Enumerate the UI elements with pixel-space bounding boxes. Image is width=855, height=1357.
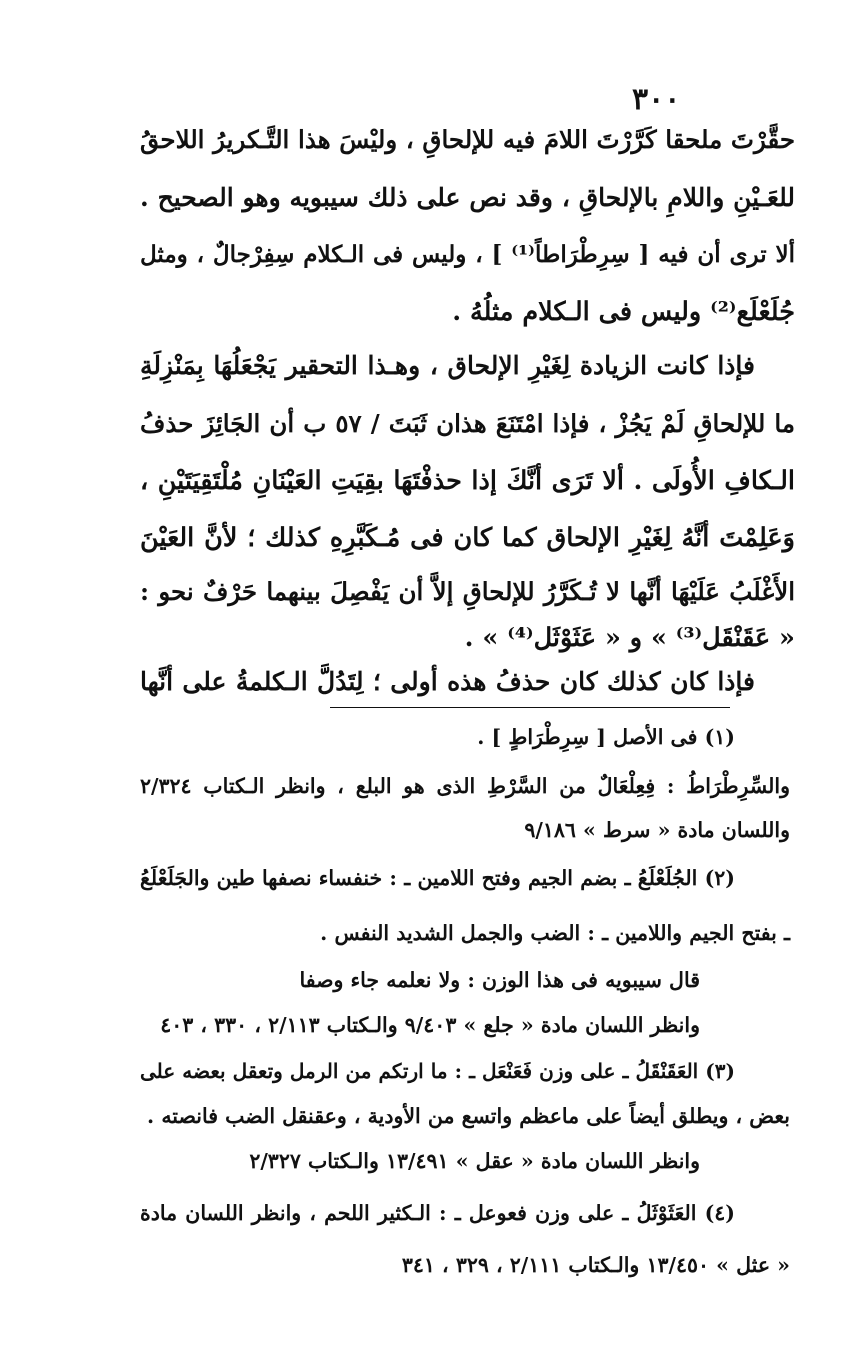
footnote-line: (٢) الجُلَعْلَعُ ـ بضم الجيم وفتح اللامين ـ : خنفساء نصفها طين والجَلَعْلَعُ <box>140 866 735 890</box>
footnote-line: (١) فى الأصل [ سِرِطْرَاطٍ ] . <box>477 725 735 749</box>
body-line: الـكافِ الأُولَى . ألا تَرَى أنَّكَ إذا حذفْتَهَا بقِيَتِ العَيْنَانِ مُلْتَقِيَتَيْنِ ، <box>140 466 795 496</box>
footnote-line: وانظر اللسان مادة « جلع » ٩/٤٠٣ والـكتاب ٢/١١٣ ، ٣٣٠ ، ٤٠٣ <box>160 1013 700 1037</box>
body-line: للعَـيْنِ واللامِ بالإلحاقِ ، وقد نص على ذلك سيبويه وهو الصحيح . <box>140 183 795 212</box>
footnote-line: قال سيبويه فى هذا الوزن : ولا نعلمه جاء وصفا <box>299 968 700 992</box>
footnote-separator <box>330 707 730 708</box>
body-line: وَعَلِمْتَ أنَّهُ لِغَيْرِ الإلحاق كما كان فى مُـكَبَّرِهِ كذلك ؛ لأنَّ العَيْنَ <box>140 523 795 553</box>
body-line: حقَّرْتَ ملحقا كَرَّرْتَ اللامَ فيه للإلحاقِ ، وليْسَ هذا التَّـكريرُ اللاحقُ <box>140 125 795 154</box>
footnote-line: واللسان مادة « سرط » ٩/١٨٦ <box>524 818 790 842</box>
body-line: فإذا كان كذلك كان حذفُ هذه أولى ؛ لِتَدُلَّ الـكلمةُ على أنَّها <box>140 667 755 696</box>
body-line: فإذا كانت الزيادة لِغَيْرِ الإلحاق ، وهـذا التحقير يَجْعَلُهَا بِمَنْزِلَةِ <box>140 351 755 380</box>
page-number: ٣٠٠ <box>632 82 681 117</box>
footnote-line: بعض ، ويطلق أيضاً على ماعظم واتسع من الأودية ، وعقنقل الضب فانصته . <box>147 1104 790 1128</box>
footnote-line: والسِّرِطْرَاطُ : فِعِلْعَالٌ من السَّرْطِ الذى هو البلع ، وانظر الـكتاب ٢/٣٢٤ <box>140 774 790 798</box>
body-line: ألا ترى أن فيه [ سِرِطْرَاطاً⁽¹⁾ ] ، وليس فى الـكلام سِفِرْجالٌ ، ومثل <box>140 241 795 268</box>
footnote-line: ـ بفتح الجيم واللامين ـ : الضب والجمل الشديد النفس . <box>320 921 790 945</box>
footnote-line: وانظر اللسان مادة « عقل » ١٣/٤٩١ والـكتاب ٢/٣٢٧ <box>249 1149 700 1173</box>
footnote-line: (٣) العَقَنْقَلُ ـ على وزن فَعَنْعَل ـ : ما ارتكم من الرمل وتعقل بعضه على <box>140 1059 735 1083</box>
body-line: « عَقَنْقَل⁽³⁾ » و « عَثَوْثَل⁽⁴⁾ » . <box>464 623 795 653</box>
footnote-line: (٤) العَثَوْثَلُ ـ على وزن فعوعل ـ : الـكثير اللحم ، وانظر اللسان مادة <box>140 1201 735 1225</box>
body-line: جُلَعْلَع⁽²⁾ وليس فى الـكلام مثلُهُ . <box>452 297 795 327</box>
body-line: الأَغْلَبُ عَلَيْهَا أنَّها لا تُـكَرَّرُ للإلحاقِ إلاَّ أن يَفْصِلَ بينهما حَرْفٌ نحو : <box>140 577 795 606</box>
body-line: ما للإلحاقِ لَمْ يَجُزْ ، فإذا امْتَنَعَ هذان ثَبَتَ / ٥٧ ب أن الجَائِزَ حذفُ <box>140 409 795 438</box>
footnote-line: « عثل » ١٣/٤٥٠ والـكتاب ٢/١١١ ، ٣٢٩ ، ٣٤١ <box>401 1253 790 1277</box>
